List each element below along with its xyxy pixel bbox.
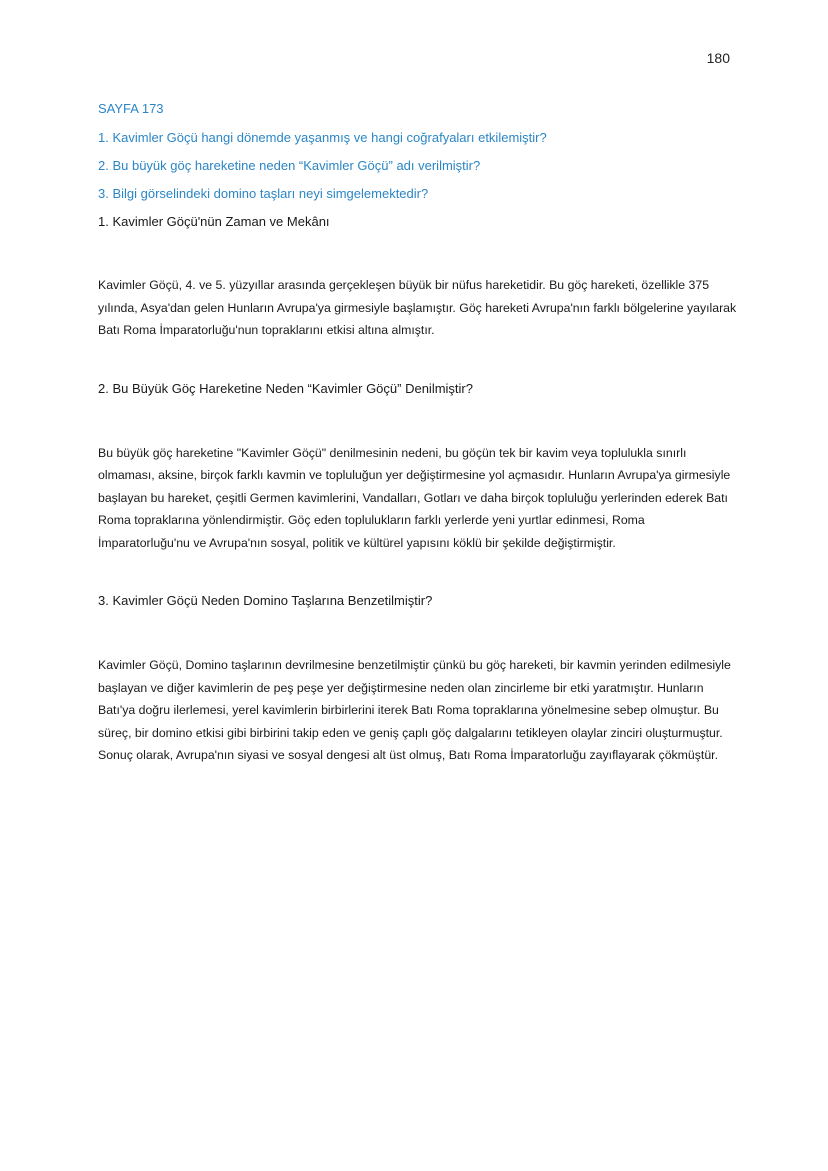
page-number: 180 xyxy=(706,50,730,66)
section-2-body: Bu büyük göç hareketine "Kavimler Göçü" denilmesinin nedeni, bu göçün tek bir kavim veya toplulukla sınırlı olmaması, aksine, birçok farklı kavmin ve topluluğun yer değiştirmesine yol açmasıdır. Hunların Avrupa'ya girmesiyle başlayan bu hareket, çeşitli Germen kavimlerini, Vandalları, Gotları ve daha birçok topluluğu yerlerinden ederek Batı Roma topraklarına yönlendirmiştir. Göç eden toplulukların farklı yerlerde yeni yurtlar edinmesi, Roma İmparatorluğu'nu ve Avrupa'nın sosyal, politik ve kültürel yapısını köklü bir şekilde değiştirmiştir. xyxy=(98,445,731,550)
section-1-heading: 1. Kavimler Göçü'nün Zaman ve Mekânı xyxy=(98,214,330,229)
page-label: SAYFA 173 xyxy=(98,101,164,116)
section-3-heading: 3. Kavimler Göçü Neden Domino Taşlarına Benzetilmiştir? xyxy=(98,593,433,608)
question-3: 3. Bilgi görselindeki domino taşları neyi simgelemektedir? xyxy=(98,186,429,201)
section-2-heading: 2. Bu Büyük Göç Hareketine Neden “Kavimler Göçü” Denilmiştir? xyxy=(98,380,473,396)
section-1-body: Kavimler Göçü, 4. ve 5. yüzyıllar arasında gerçekleşen büyük bir nüfus hareketidir. Bu göç hareketi, özellikle 375 yılında, Asya'dan gelen Hunların Avrupa'ya girmesiyle başlamıştır. Göç hareketi Avrupa'nın farklı bölgelerine yayılarak Batı Roma İmparatorluğu'nun topraklarını etkisi altına almıştır. xyxy=(98,278,737,337)
section-3-body: Kavimler Göçü, Domino taşlarının devrilmesine benzetilmiştir çünkü bu göç hareketi, bir kavmin yerinden edilmesiyle başlayan ve diğer kavimlerin de peş peşe yer değiştirmesine neden olan zincirleme bir etki yaratmıştır. Hunların Batı'ya doğru ilerlemesi, yerel kavimlerin birbirlerini iterek Batı Roma topraklarına yönelmesine sebep olmuştur. Bu süreç, bir domino etkisi gibi birbirini takip eden ve geniş çaplı göç dalgalarını tetikleyen olaylar zinciri oluşturmuştur. Sonuç olarak, Avrupa'nın siyasi ve sosyal dengesi alt üst olmuş, Batı Roma İmparatorluğu zayıflayarak çökmüştür. xyxy=(98,658,731,762)
document-body xyxy=(98,100,738,767)
question-2: 2. Bu büyük göç hareketine neden “Kavimler Göçü” adı verilmiştir? xyxy=(98,158,481,173)
question-1: 1. Kavimler Göçü hangi dönemde yaşanmış ve hangi coğrafyaları etkilemiştir? xyxy=(98,130,547,145)
